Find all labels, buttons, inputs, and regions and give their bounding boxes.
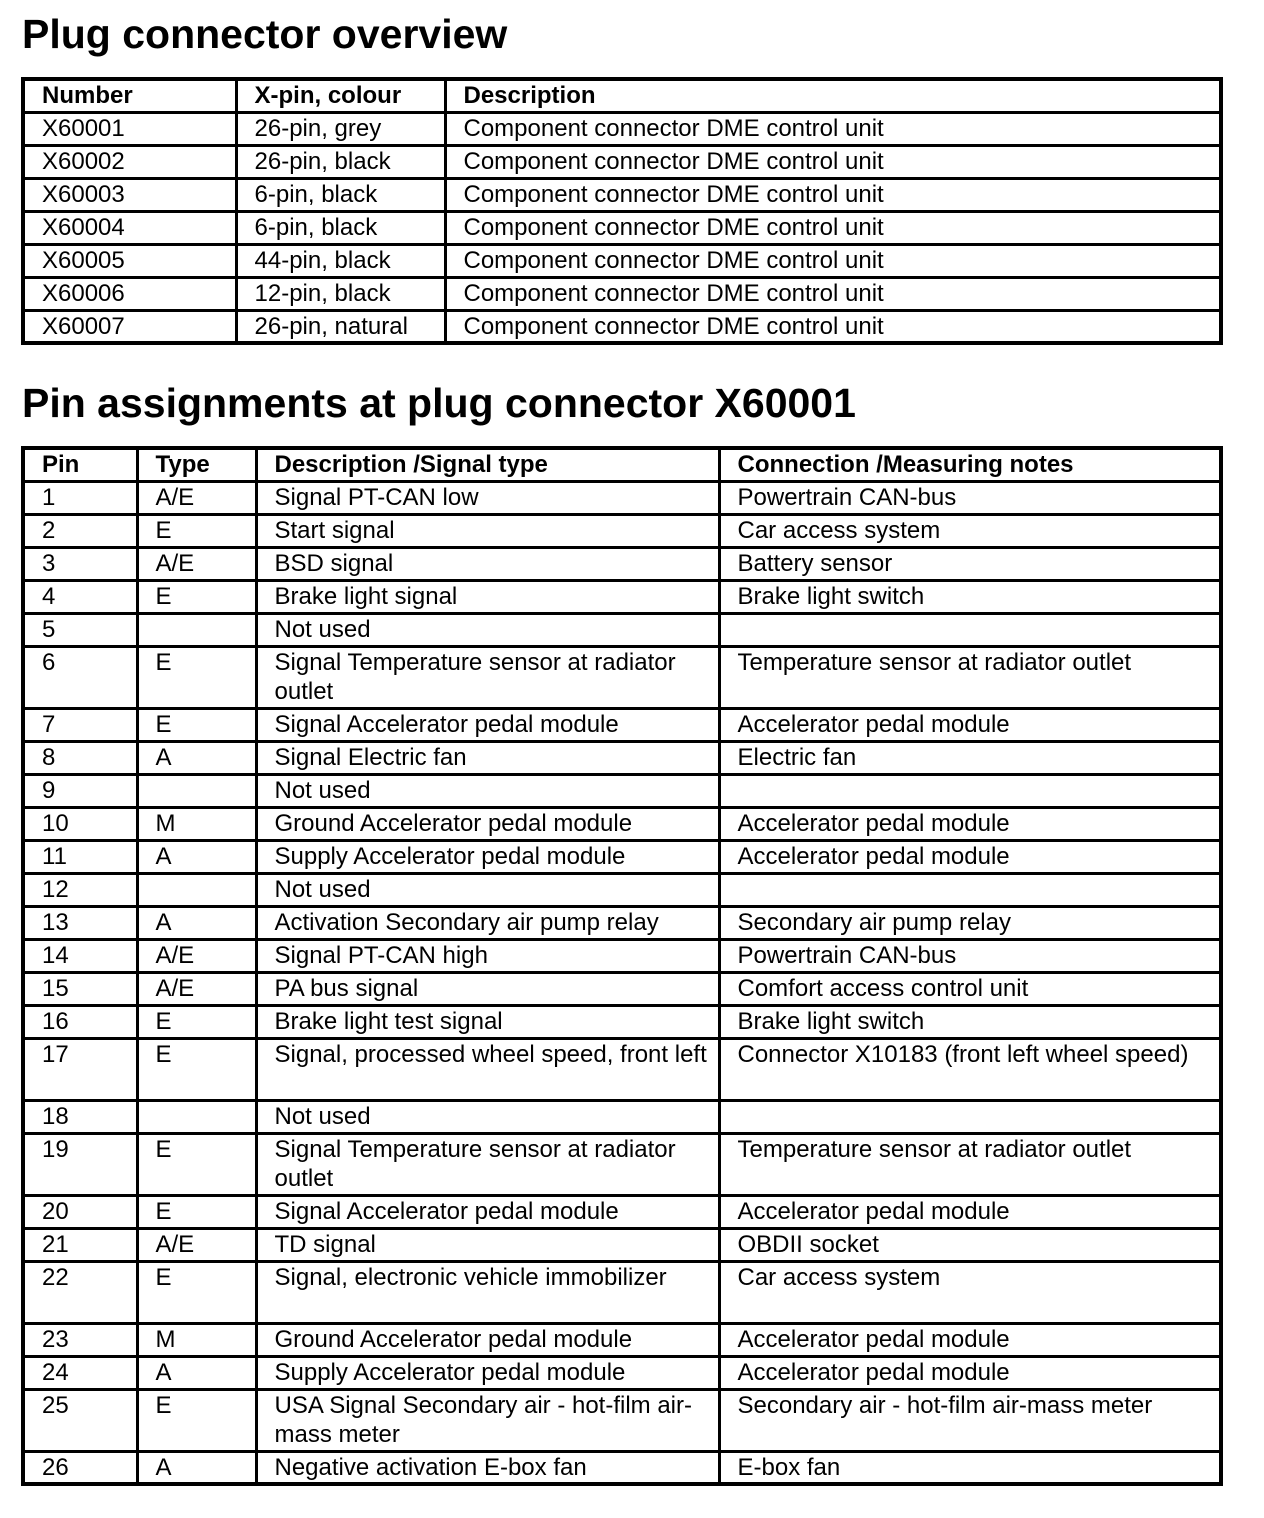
signal-description-cell: Signal Temperature sensor at radiator outlet (256, 1133, 719, 1195)
pin-cell: 4 (23, 580, 137, 613)
pin-row (23, 1389, 1221, 1451)
type-cell: A/E (137, 939, 256, 972)
pin-cell: 8 (23, 741, 137, 774)
pin-cell: 22 (23, 1261, 137, 1323)
signal-description-cell: Start signal (256, 514, 719, 547)
overview-row (23, 277, 1221, 310)
pin-cell: 10 (23, 807, 137, 840)
pin-row (23, 1228, 1221, 1261)
overview-row (23, 178, 1221, 211)
pin-row (23, 1261, 1221, 1323)
description-cell: Component connector DME control unit (445, 112, 1221, 145)
xpin-colour-cell: 6-pin, black (236, 178, 445, 211)
pin-row (23, 1356, 1221, 1389)
pin-cell: 16 (23, 1005, 137, 1038)
pins-header-row (23, 448, 1221, 481)
number-cell: X60006 (23, 277, 236, 310)
description-cell: Component connector DME control unit (445, 277, 1221, 310)
type-cell: A (137, 741, 256, 774)
xpin-colour-cell: 26-pin, grey (236, 112, 445, 145)
type-cell: E (137, 708, 256, 741)
overview-header-row (23, 79, 1221, 112)
signal-description-cell: Signal PT-CAN low (256, 481, 719, 514)
type-cell: M (137, 1323, 256, 1356)
number-cell: X60007 (23, 310, 236, 343)
pin-row (23, 1038, 1221, 1100)
overview-row (23, 145, 1221, 178)
signal-description-cell: Signal Temperature sensor at radiator outlet (256, 646, 719, 708)
signal-description-cell: Supply Accelerator pedal module (256, 1356, 719, 1389)
type-cell: E (137, 580, 256, 613)
pin-cell: 3 (23, 547, 137, 580)
xpin-colour-cell: 26-pin, black (236, 145, 445, 178)
overview-row (23, 244, 1221, 277)
connection-notes-cell: Battery sensor (719, 547, 1221, 580)
connection-notes-cell: Secondary air pump relay (719, 906, 1221, 939)
connection-notes-cell (719, 774, 1221, 807)
type-cell: A/E (137, 547, 256, 580)
pin-row (23, 1100, 1221, 1133)
xpin-colour-cell: 26-pin, natural (236, 310, 445, 343)
signal-description-cell: Supply Accelerator pedal module (256, 840, 719, 873)
type-cell (137, 1100, 256, 1133)
signal-description-cell: TD signal (256, 1228, 719, 1261)
signal-description-cell: Brake light test signal (256, 1005, 719, 1038)
pin-row (23, 741, 1221, 774)
connection-notes-cell: Car access system (719, 514, 1221, 547)
pin-cell: 13 (23, 906, 137, 939)
header-pin: Pin (23, 448, 137, 481)
signal-description-cell: Signal Accelerator pedal module (256, 708, 719, 741)
description-cell: Component connector DME control unit (445, 145, 1221, 178)
header-signal-type: Description /Signal type (256, 448, 719, 481)
type-cell (137, 774, 256, 807)
signal-description-cell: Signal PT-CAN high (256, 939, 719, 972)
connection-notes-cell: Temperature sensor at radiator outlet (719, 646, 1221, 708)
pin-row (23, 514, 1221, 547)
signal-description-cell: USA Signal Secondary air - hot-film air-mass meter (256, 1389, 719, 1451)
connection-notes-cell: Car access system (719, 1261, 1221, 1323)
connection-notes-cell: Accelerator pedal module (719, 1356, 1221, 1389)
header-type: Type (137, 448, 256, 481)
type-cell: A (137, 1356, 256, 1389)
pin-row (23, 906, 1221, 939)
type-cell (137, 613, 256, 646)
connection-notes-cell: Powertrain CAN-bus (719, 939, 1221, 972)
pin-row (23, 972, 1221, 1005)
pin-row (23, 873, 1221, 906)
signal-description-cell: Not used (256, 1100, 719, 1133)
description-cell: Component connector DME control unit (445, 211, 1221, 244)
pin-row (23, 774, 1221, 807)
type-cell: M (137, 807, 256, 840)
connection-notes-cell: Accelerator pedal module (719, 1195, 1221, 1228)
connection-notes-cell: Accelerator pedal module (719, 708, 1221, 741)
type-cell: A/E (137, 972, 256, 1005)
pin-row (23, 708, 1221, 741)
pin-cell: 15 (23, 972, 137, 1005)
number-cell: X60005 (23, 244, 236, 277)
pin-row (23, 580, 1221, 613)
connection-notes-cell (719, 613, 1221, 646)
signal-description-cell: Brake light signal (256, 580, 719, 613)
pin-cell: 2 (23, 514, 137, 547)
connection-notes-cell: Temperature sensor at radiator outlet (719, 1133, 1221, 1195)
xpin-colour-cell: 6-pin, black (236, 211, 445, 244)
type-cell: A (137, 840, 256, 873)
pin-row (23, 547, 1221, 580)
pin-row (23, 840, 1221, 873)
pin-row (23, 1005, 1221, 1038)
type-cell: E (137, 1261, 256, 1323)
pins-title: Pin assignments at plug connector X60001 (22, 380, 856, 426)
pin-row (23, 1195, 1221, 1228)
connection-notes-cell: Secondary air - hot-film air-mass meter (719, 1389, 1221, 1451)
header-number: Number (23, 79, 236, 112)
pin-cell: 17 (23, 1038, 137, 1100)
type-cell: E (137, 1038, 256, 1100)
header-measuring-notes: Connection /Measuring notes (719, 448, 1221, 481)
header-xpin-colour: X-pin, colour (236, 79, 445, 112)
connection-notes-cell: Accelerator pedal module (719, 1323, 1221, 1356)
signal-description-cell: Not used (256, 613, 719, 646)
connection-notes-cell: Brake light switch (719, 1005, 1221, 1038)
signal-description-cell: Not used (256, 873, 719, 906)
number-cell: X60001 (23, 112, 236, 145)
signal-description-cell: Ground Accelerator pedal module (256, 1323, 719, 1356)
pin-cell: 18 (23, 1100, 137, 1133)
type-cell: E (137, 1195, 256, 1228)
pin-cell: 5 (23, 613, 137, 646)
signal-description-cell: Signal Electric fan (256, 741, 719, 774)
pin-row (23, 939, 1221, 972)
connection-notes-cell: Comfort access control unit (719, 972, 1221, 1005)
pin-row (23, 1323, 1221, 1356)
pin-cell: 24 (23, 1356, 137, 1389)
connection-notes-cell (719, 1100, 1221, 1133)
connection-notes-cell: Brake light switch (719, 580, 1221, 613)
signal-description-cell: Ground Accelerator pedal module (256, 807, 719, 840)
type-cell: E (137, 514, 256, 547)
pin-row (23, 613, 1221, 646)
pin-cell: 1 (23, 481, 137, 514)
overview-title: Plug connector overview (22, 11, 508, 57)
pin-cell: 11 (23, 840, 137, 873)
signal-description-cell: BSD signal (256, 547, 719, 580)
pin-cell: 9 (23, 774, 137, 807)
pin-row (23, 1133, 1221, 1195)
number-cell: X60004 (23, 211, 236, 244)
pin-cell: 14 (23, 939, 137, 972)
overview-row (23, 310, 1221, 343)
overview-row (23, 112, 1221, 145)
signal-description-cell: Signal Accelerator pedal module (256, 1195, 719, 1228)
signal-description-cell: Not used (256, 774, 719, 807)
xpin-colour-cell: 44-pin, black (236, 244, 445, 277)
pin-row (23, 646, 1221, 708)
connection-notes-cell: Connector X10183 (front left wheel speed) (719, 1038, 1221, 1100)
overview-row (23, 211, 1221, 244)
pin-cell: 12 (23, 873, 137, 906)
description-cell: Component connector DME control unit (445, 244, 1221, 277)
pin-cell: 23 (23, 1323, 137, 1356)
header-description: Description (445, 79, 1221, 112)
type-cell (137, 873, 256, 906)
pin-cell: 7 (23, 708, 137, 741)
connection-notes-cell (719, 873, 1221, 906)
connection-notes-cell: E-box fan (719, 1451, 1221, 1484)
signal-description-cell: PA bus signal (256, 972, 719, 1005)
type-cell: A (137, 1451, 256, 1484)
pin-row (23, 1451, 1221, 1484)
connection-notes-cell: Accelerator pedal module (719, 840, 1221, 873)
pin-cell: 25 (23, 1389, 137, 1451)
overview-table (21, 77, 1223, 345)
type-cell: E (137, 1133, 256, 1195)
number-cell: X60003 (23, 178, 236, 211)
signal-description-cell: Signal, processed wheel speed, front left (256, 1038, 719, 1100)
connection-notes-cell: Accelerator pedal module (719, 807, 1221, 840)
type-cell: A (137, 906, 256, 939)
signal-description-cell: Negative activation E-box fan (256, 1451, 719, 1484)
pin-cell: 6 (23, 646, 137, 708)
pin-row (23, 481, 1221, 514)
description-cell: Component connector DME control unit (445, 178, 1221, 211)
pin-cell: 26 (23, 1451, 137, 1484)
connection-notes-cell: OBDII socket (719, 1228, 1221, 1261)
pins-table (21, 446, 1223, 1486)
type-cell: E (137, 1389, 256, 1451)
signal-description-cell: Activation Secondary air pump relay (256, 906, 719, 939)
type-cell: E (137, 1005, 256, 1038)
pin-cell: 19 (23, 1133, 137, 1195)
type-cell: A/E (137, 481, 256, 514)
xpin-colour-cell: 12-pin, black (236, 277, 445, 310)
signal-description-cell: Signal, electronic vehicle immobilizer (256, 1261, 719, 1323)
type-cell: E (137, 646, 256, 708)
connection-notes-cell: Electric fan (719, 741, 1221, 774)
connection-notes-cell: Powertrain CAN-bus (719, 481, 1221, 514)
pin-row (23, 807, 1221, 840)
number-cell: X60002 (23, 145, 236, 178)
type-cell: A/E (137, 1228, 256, 1261)
pin-cell: 20 (23, 1195, 137, 1228)
description-cell: Component connector DME control unit (445, 310, 1221, 343)
pin-cell: 21 (23, 1228, 137, 1261)
